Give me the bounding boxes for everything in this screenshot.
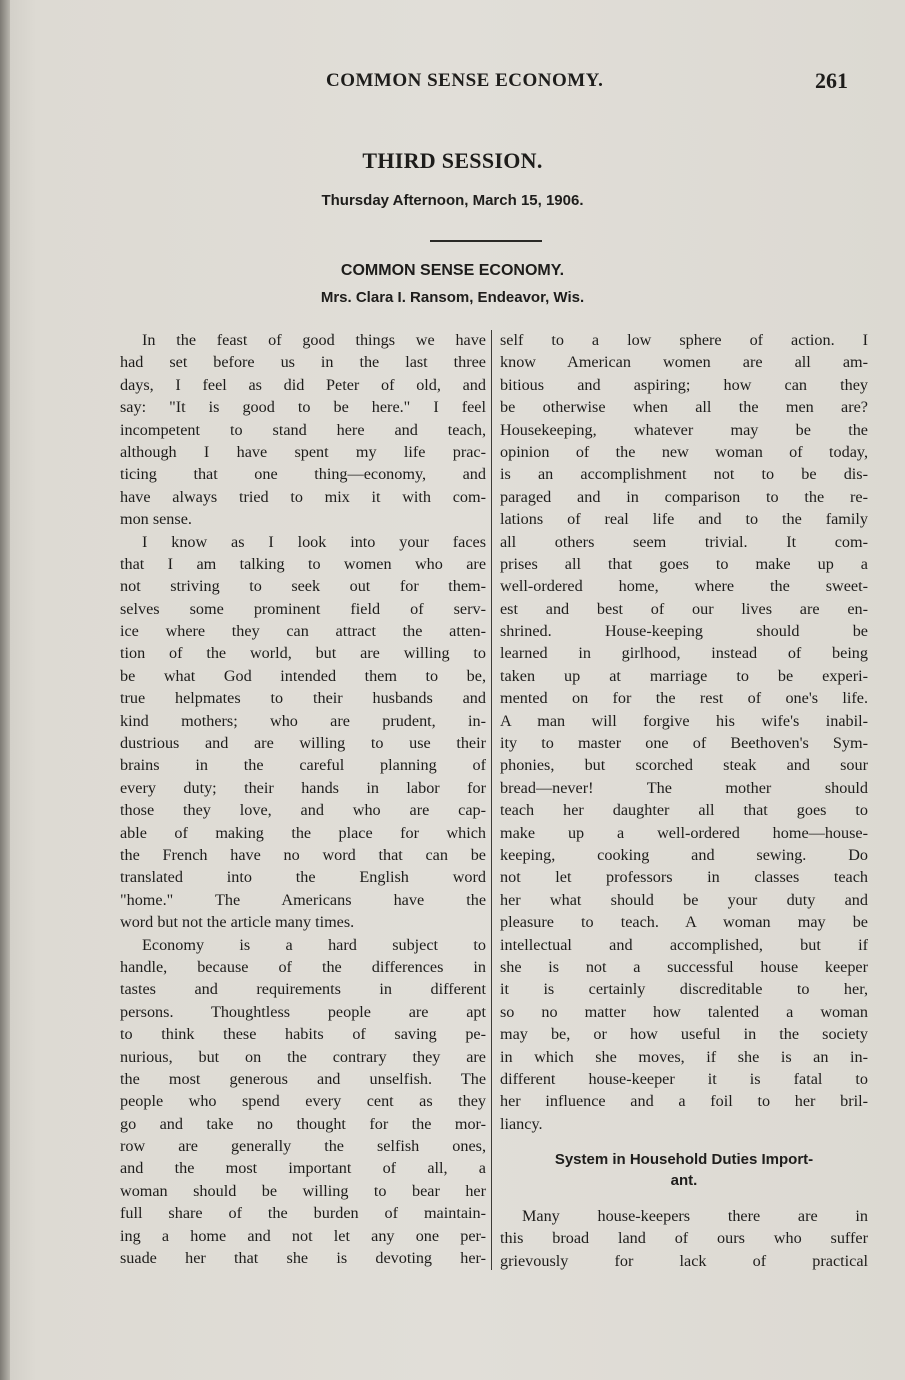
text-line: translated into the English word [120, 868, 486, 887]
text-line: ice where they can attract the atten- [120, 622, 486, 641]
text-line: prises all that goes to make up a [500, 554, 868, 573]
subheading-line-1: System in Household Duties Import- [554, 1151, 814, 1169]
text-line: this broad land of ours who suffer [500, 1229, 868, 1248]
text-line: incompetent to stand here and teach, [120, 420, 486, 439]
text-line: although I have spent my life prac- [120, 442, 486, 461]
text-line: not let professors in classes teach [500, 868, 868, 887]
session-date: Thursday Afternoon, March 15, 1906. [321, 192, 584, 209]
text-line: may be, or how useful in the society [500, 1025, 868, 1044]
text-line: learned in girlhood, instead of being [500, 644, 868, 663]
session-title: THIRD SESSION. [362, 148, 543, 173]
text-line: lations of real life and to the family [500, 510, 868, 529]
right-column-continuation [500, 1205, 868, 1272]
text-line: so no matter how talented a woman [500, 1002, 868, 1021]
text-line: to think these habits of saving pe- [120, 1025, 486, 1044]
text-line: the most generous and unselfish. The [120, 1069, 486, 1088]
section-rule [430, 240, 542, 242]
text-line: different house-keeper it is fatal to [500, 1069, 868, 1088]
text-line: have always tried to mix it with com- [120, 487, 486, 506]
text-line: opinion of the new woman of today, [500, 442, 868, 461]
text-line: her influence and a foil to her bril- [500, 1092, 868, 1111]
text-line: ticing that one thing—economy, and [120, 465, 486, 484]
text-line: is an accomplishment not to be dis- [500, 465, 868, 484]
text-line: tion of the world, but are willing to [120, 644, 486, 663]
text-line: taken up at marriage to be experi- [500, 666, 868, 685]
text-line: persons. Thoughtless people are apt [120, 1002, 486, 1021]
text-line: selves some prominent field of serv- [120, 599, 486, 618]
text-line: self to a low sphere of action. I [500, 331, 868, 349]
text-line: had set before us in the last three [120, 353, 486, 372]
text-line: say: "It is good to be here." I feel [120, 398, 486, 417]
text-line: nurious, but on the contrary they are [120, 1047, 486, 1066]
text-line: be otherwise when all the men are? [500, 398, 868, 417]
text-line: well-ordered home, where the sweet- [500, 577, 868, 596]
text-line: Economy is a hard subject to [142, 935, 486, 954]
text-line: dustrious and are willing to use their [120, 734, 486, 753]
text-line: A man will forgive his wife's inabil- [500, 711, 868, 730]
text-line: "home." The Americans have the [120, 890, 486, 909]
article-author: Mrs. Clara I. Ransom, Endeavor, Wis. [320, 289, 585, 306]
text-line: tastes and requirements in different [120, 980, 486, 999]
text-line: bread—never! The mother should [500, 778, 868, 797]
text-line: mented on for the rest of one's life. [500, 689, 868, 708]
text-line: and the most important of all, a [120, 1159, 486, 1178]
text-line: est and best of our lives are en- [500, 599, 868, 618]
right-column [500, 329, 868, 1272]
text-line: full share of the burden of maintain- [120, 1204, 486, 1223]
text-line: in which she moves, if she is an in- [500, 1047, 868, 1066]
page-number: 261 [815, 68, 848, 93]
text-line: teach her daughter all that goes to [500, 801, 868, 820]
text-line: In the feast of good things we have [142, 331, 486, 349]
text-line: make up a well-ordered home—house- [500, 823, 868, 842]
text-line: go and take no thought for the mor- [120, 1114, 486, 1133]
text-line: it is certainly discreditable to her, [500, 980, 868, 999]
text-line: phonies, but scorched steak and sour [500, 756, 868, 775]
text-line: that I am talking to women who are [120, 554, 486, 573]
text-line: I know as I look into your faces [142, 532, 486, 551]
text-line: suade her that she is devoting her- [120, 1249, 486, 1268]
text-line: pleasure to teach. A woman may be [500, 913, 868, 932]
text-line: Many house-keepers there are in [522, 1207, 868, 1226]
text-line: word but not the article many times. [120, 913, 355, 932]
text-line: kind mothers; who are prudent, in- [120, 711, 486, 730]
text-line: grievously for lack of practical [500, 1251, 868, 1270]
left-column [120, 329, 486, 1269]
text-line: brains in the careful planning of [120, 756, 486, 775]
text-line: days, I feel as did Peter of old, and [120, 375, 486, 394]
text-line: her what should be your duty and [500, 890, 868, 909]
text-line: all others seem trivial. It com- [500, 532, 868, 551]
text-line: bitious and aspiring; how can they [500, 375, 868, 394]
text-line: she is not a successful house keeper [500, 957, 868, 976]
subheading [500, 1149, 868, 1191]
subheading-line-2: ant. [670, 1172, 698, 1190]
text-line: true helpmates to their husbands and [120, 689, 486, 708]
text-line: Housekeeping, whatever may be the [500, 420, 868, 439]
text-line: know American women are all am- [500, 353, 868, 372]
text-line: be what God intended them to be, [120, 666, 486, 685]
text-line: woman should be willing to bear her [120, 1181, 486, 1200]
text-line: handle, because of the differences in [120, 957, 486, 976]
text-line: mon sense. [120, 510, 192, 529]
text-line: every duty; their hands in labor for [120, 778, 486, 797]
text-line: the French have no word that can be [120, 845, 486, 864]
text-line: keeping, cooking and sewing. Do [500, 845, 868, 864]
text-line: ing a home and not let any one per- [120, 1226, 486, 1245]
text-line: shrined. House-keeping should be [500, 622, 868, 641]
text-line: people who spend every cent as they [120, 1092, 486, 1111]
text-line: not striving to seek out for them- [120, 577, 486, 596]
text-line: row are generally the selfish ones, [120, 1137, 486, 1156]
text-line: paraged and in comparison to the re- [500, 487, 868, 506]
text-line: those they love, and who are cap- [120, 801, 486, 820]
text-line: intellectual and accomplished, but if [500, 935, 868, 954]
article-title: COMMON SENSE ECONOMY. [340, 262, 565, 279]
text-line: able of making the place for which [120, 823, 486, 842]
running-head: COMMON SENSE ECONOMY. [326, 70, 604, 91]
text-line: ity to master one of Beethoven's Sym- [500, 734, 868, 753]
right-column-body [500, 329, 868, 1135]
text-line: liancy. [500, 1114, 543, 1133]
column-divider [491, 330, 492, 1270]
